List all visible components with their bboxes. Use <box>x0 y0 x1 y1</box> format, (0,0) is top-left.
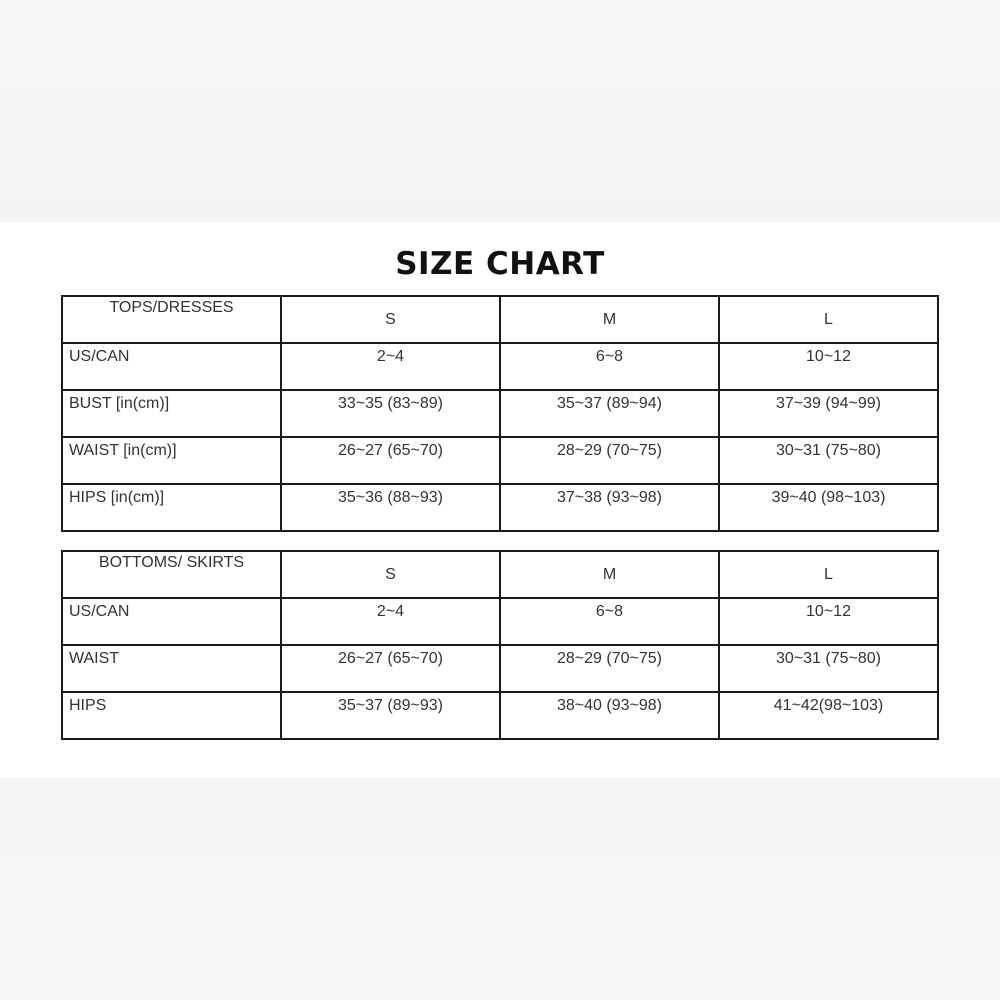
bottoms-skirts-table <box>61 550 939 740</box>
table-header-row <box>62 551 938 598</box>
table-row <box>62 598 938 645</box>
size-header-s: S <box>281 551 500 598</box>
table-cell: 26~27 (65~70) <box>281 437 500 484</box>
table-cell: 2~4 <box>281 598 500 645</box>
size-header-l: L <box>719 551 938 598</box>
table-cell: 10~12 <box>719 598 938 645</box>
background-band-top <box>0 0 1000 222</box>
row-label: HIPS <box>62 692 281 739</box>
table-cell: 30~31 (75~80) <box>719 645 938 692</box>
row-label: BUST [in(cm)] <box>62 390 281 437</box>
row-label: HIPS [in(cm)] <box>62 484 281 531</box>
row-label: US/CAN <box>62 343 281 390</box>
size-header-l: L <box>719 296 938 343</box>
background-band-bottom <box>0 778 1000 1000</box>
table-row <box>62 484 938 531</box>
table-cell: 26~27 (65~70) <box>281 645 500 692</box>
row-label: WAIST [in(cm)] <box>62 437 281 484</box>
table-cell: 10~12 <box>719 343 938 390</box>
size-header-m: M <box>500 551 719 598</box>
category-header: BOTTOMS/ SKIRTS <box>62 551 281 598</box>
size-header-m: M <box>500 296 719 343</box>
table-cell: 37~39 (94~99) <box>719 390 938 437</box>
table-row <box>62 645 938 692</box>
table-cell: 39~40 (98~103) <box>719 484 938 531</box>
table-cell: 6~8 <box>500 598 719 645</box>
table-row <box>62 437 938 484</box>
table-cell: 38~40 (93~98) <box>500 692 719 739</box>
table-cell: 2~4 <box>281 343 500 390</box>
table-header-row <box>62 296 938 343</box>
size-chart-title: SIZE CHART <box>395 246 605 282</box>
table-row <box>62 692 938 739</box>
table-row <box>62 343 938 390</box>
row-label: US/CAN <box>62 598 281 645</box>
table-cell: 37~38 (93~98) <box>500 484 719 531</box>
table-cell: 33~35 (83~89) <box>281 390 500 437</box>
table-cell: 35~37 (89~94) <box>500 390 719 437</box>
table-cell: 28~29 (70~75) <box>500 437 719 484</box>
table-cell: 28~29 (70~75) <box>500 645 719 692</box>
table-row <box>62 390 938 437</box>
category-header: TOPS/DRESSES <box>62 296 281 343</box>
tops-dresses-table <box>61 295 939 532</box>
table-cell: 35~36 (88~93) <box>281 484 500 531</box>
table-cell: 6~8 <box>500 343 719 390</box>
table-cell: 35~37 (89~93) <box>281 692 500 739</box>
row-label: WAIST <box>62 645 281 692</box>
table-cell: 30~31 (75~80) <box>719 437 938 484</box>
table-cell: 41~42(98~103) <box>719 692 938 739</box>
size-header-s: S <box>281 296 500 343</box>
